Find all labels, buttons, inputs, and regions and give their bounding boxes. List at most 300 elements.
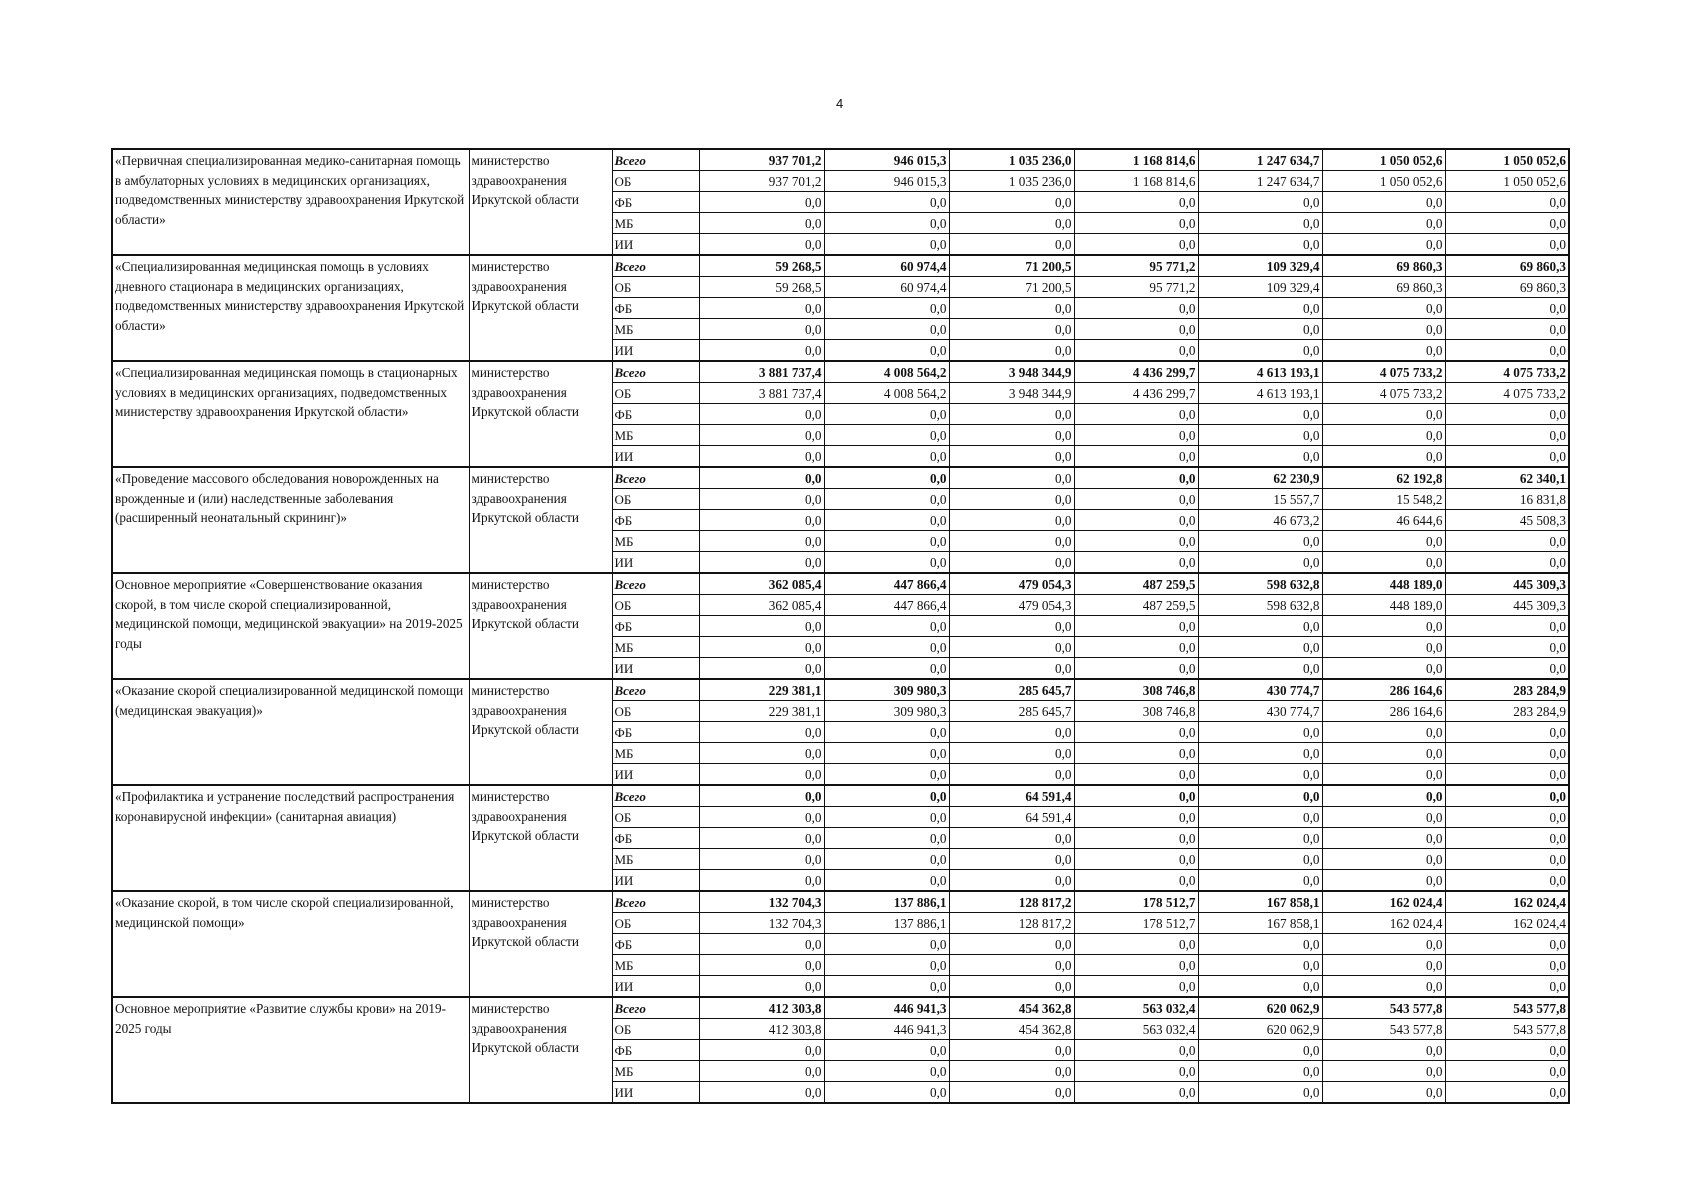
amount-cell: 620 062,9: [1198, 1019, 1322, 1040]
activity-name: «Специализированная медицинская помощь в условиях дневного стационара в медицинских организациях, подведомственных министерству здравоохранения Иркутской области»: [112, 255, 469, 361]
amount-cell: 0,0: [1445, 1040, 1569, 1061]
amount-cell: 0,0: [949, 425, 1074, 446]
amount-cell: 3 948 344,9: [949, 361, 1074, 383]
funding-source: МБ: [612, 743, 699, 764]
amount-cell: 0,0: [1445, 934, 1569, 955]
amount-cell: 1 247 634,7: [1198, 171, 1322, 192]
amount-cell: 0,0: [949, 552, 1074, 574]
amount-cell: 0,0: [1198, 955, 1322, 976]
amount-cell: 0,0: [1074, 785, 1198, 807]
amount-cell: 0,0: [1198, 637, 1322, 658]
amount-cell: 283 284,9: [1445, 679, 1569, 701]
amount-cell: 0,0: [1074, 828, 1198, 849]
table-row-total: [112, 361, 1569, 383]
amount-cell: 69 860,3: [1445, 255, 1569, 277]
amount-cell: 0,0: [824, 743, 949, 764]
amount-cell: 0,0: [949, 934, 1074, 955]
amount-cell: 95 771,2: [1074, 255, 1198, 277]
amount-cell: 0,0: [1074, 319, 1198, 340]
amount-cell: 286 164,6: [1322, 679, 1445, 701]
amount-cell: 0,0: [1198, 743, 1322, 764]
amount-cell: 0,0: [949, 531, 1074, 552]
amount-cell: 4 008 564,2: [824, 383, 949, 404]
amount-cell: 1 050 052,6: [1445, 171, 1569, 192]
funding-source: Всего: [612, 785, 699, 807]
amount-cell: 0,0: [949, 637, 1074, 658]
amount-cell: 0,0: [1445, 552, 1569, 574]
amount-cell: 132 704,3: [699, 913, 824, 934]
table-row-total: [112, 891, 1569, 913]
amount-cell: 543 577,8: [1322, 1019, 1445, 1040]
amount-cell: 0,0: [1198, 658, 1322, 680]
amount-cell: 0,0: [1322, 213, 1445, 234]
amount-cell: 0,0: [1074, 807, 1198, 828]
amount-cell: 0,0: [1198, 934, 1322, 955]
amount-cell: 0,0: [1445, 976, 1569, 998]
amount-cell: 0,0: [1198, 319, 1322, 340]
amount-cell: 309 980,3: [824, 701, 949, 722]
amount-cell: 0,0: [1198, 404, 1322, 425]
amount-cell: 0,0: [1198, 192, 1322, 213]
amount-cell: 563 032,4: [1074, 1019, 1198, 1040]
amount-cell: 0,0: [699, 510, 824, 531]
amount-cell: 0,0: [699, 446, 824, 468]
amount-cell: 946 015,3: [824, 171, 949, 192]
amount-cell: 0,0: [1445, 849, 1569, 870]
amount-cell: 0,0: [1322, 552, 1445, 574]
amount-cell: 0,0: [1445, 425, 1569, 446]
amount-cell: 0,0: [699, 976, 824, 998]
amount-cell: 0,0: [699, 785, 824, 807]
amount-cell: 0,0: [1074, 616, 1198, 637]
funding-source: ИИ: [612, 446, 699, 468]
amount-cell: 0,0: [824, 785, 949, 807]
amount-cell: 543 577,8: [1445, 997, 1569, 1019]
amount-cell: 0,0: [1322, 955, 1445, 976]
responsible-executor: министерство здравоохранения Иркутской области: [469, 997, 612, 1103]
amount-cell: 0,0: [1322, 340, 1445, 362]
amount-cell: 4 075 733,2: [1445, 383, 1569, 404]
amount-cell: 0,0: [1074, 976, 1198, 998]
amount-cell: 0,0: [699, 658, 824, 680]
amount-cell: 308 746,8: [1074, 701, 1198, 722]
amount-cell: 0,0: [1322, 743, 1445, 764]
amount-cell: 59 268,5: [699, 255, 824, 277]
amount-cell: 0,0: [1198, 340, 1322, 362]
amount-cell: 0,0: [824, 489, 949, 510]
amount-cell: 4 613 193,1: [1198, 361, 1322, 383]
funding-source: ИИ: [612, 340, 699, 362]
amount-cell: 0,0: [1074, 1040, 1198, 1061]
amount-cell: 0,0: [1445, 743, 1569, 764]
responsible-executor: министерство здравоохранения Иркутской области: [469, 149, 612, 255]
activity-name: Основное мероприятие «Развитие службы крови» на 2019-2025 годы: [112, 997, 469, 1103]
amount-cell: 479 054,3: [949, 573, 1074, 595]
table-row-total: [112, 149, 1569, 171]
amount-cell: 0,0: [1074, 870, 1198, 892]
amount-cell: 1 247 634,7: [1198, 149, 1322, 171]
amount-cell: 0,0: [699, 467, 824, 489]
amount-cell: 0,0: [1074, 1061, 1198, 1082]
table-row-total: [112, 573, 1569, 595]
amount-cell: 0,0: [1198, 870, 1322, 892]
amount-cell: 0,0: [1074, 213, 1198, 234]
amount-cell: 0,0: [949, 1040, 1074, 1061]
amount-cell: 445 309,3: [1445, 573, 1569, 595]
amount-cell: 0,0: [699, 340, 824, 362]
funding-source: ОБ: [612, 277, 699, 298]
amount-cell: 598 632,8: [1198, 573, 1322, 595]
amount-cell: 0,0: [949, 510, 1074, 531]
amount-cell: 0,0: [1074, 637, 1198, 658]
amount-cell: 454 362,8: [949, 1019, 1074, 1040]
amount-cell: 162 024,4: [1445, 913, 1569, 934]
funding-source: ИИ: [612, 870, 699, 892]
funding-source: ФБ: [612, 510, 699, 531]
amount-cell: 45 508,3: [1445, 510, 1569, 531]
amount-cell: 598 632,8: [1198, 595, 1322, 616]
amount-cell: 128 817,2: [949, 891, 1074, 913]
amount-cell: 0,0: [1074, 552, 1198, 574]
amount-cell: 0,0: [699, 807, 824, 828]
amount-cell: 543 577,8: [1322, 997, 1445, 1019]
amount-cell: 4 008 564,2: [824, 361, 949, 383]
funding-source: ФБ: [612, 828, 699, 849]
amount-cell: 446 941,3: [824, 997, 949, 1019]
amount-cell: 0,0: [1322, 764, 1445, 786]
amount-cell: 0,0: [1074, 743, 1198, 764]
funding-source: МБ: [612, 849, 699, 870]
amount-cell: 0,0: [1445, 298, 1569, 319]
amount-cell: 0,0: [949, 467, 1074, 489]
funding-source: МБ: [612, 319, 699, 340]
amount-cell: 0,0: [699, 298, 824, 319]
amount-cell: 0,0: [1322, 785, 1445, 807]
amount-cell: 0,0: [949, 298, 1074, 319]
amount-cell: 0,0: [1198, 764, 1322, 786]
amount-cell: 0,0: [699, 849, 824, 870]
amount-cell: 46 644,6: [1322, 510, 1445, 531]
amount-cell: 0,0: [1198, 1082, 1322, 1104]
amount-cell: 0,0: [949, 743, 1074, 764]
amount-cell: 0,0: [949, 404, 1074, 425]
activity-name: «Первичная специализированная медико-санитарная помощь в амбулаторных условиях в медицинских организациях, подведомственных министерству здравоохранения Иркутской области»: [112, 149, 469, 255]
amount-cell: 0,0: [699, 1061, 824, 1082]
funding-source: Всего: [612, 467, 699, 489]
funding-source: ФБ: [612, 1040, 699, 1061]
amount-cell: 95 771,2: [1074, 277, 1198, 298]
funding-source: ИИ: [612, 1082, 699, 1104]
amount-cell: 0,0: [699, 955, 824, 976]
amount-cell: 454 362,8: [949, 997, 1074, 1019]
amount-cell: 167 858,1: [1198, 891, 1322, 913]
amount-cell: 0,0: [1322, 319, 1445, 340]
amount-cell: 62 340,1: [1445, 467, 1569, 489]
amount-cell: 0,0: [1198, 1040, 1322, 1061]
amount-cell: 15 557,7: [1198, 489, 1322, 510]
amount-cell: 0,0: [699, 489, 824, 510]
funding-source: Всего: [612, 573, 699, 595]
amount-cell: 0,0: [949, 849, 1074, 870]
amount-cell: 1 050 052,6: [1322, 171, 1445, 192]
amount-cell: 0,0: [949, 1061, 1074, 1082]
amount-cell: 64 591,4: [949, 785, 1074, 807]
amount-cell: 1 050 052,6: [1322, 149, 1445, 171]
amount-cell: 563 032,4: [1074, 997, 1198, 1019]
amount-cell: 0,0: [1074, 446, 1198, 468]
amount-cell: 3 948 344,9: [949, 383, 1074, 404]
amount-cell: 162 024,4: [1322, 913, 1445, 934]
table-row-total: [112, 997, 1569, 1019]
amount-cell: 0,0: [949, 1082, 1074, 1104]
page-number: 4: [836, 96, 844, 111]
amount-cell: 430 774,7: [1198, 701, 1322, 722]
amount-cell: 479 054,3: [949, 595, 1074, 616]
amount-cell: 3 881 737,4: [699, 383, 824, 404]
amount-cell: 0,0: [1322, 870, 1445, 892]
funding-source: ФБ: [612, 616, 699, 637]
amount-cell: 487 259,5: [1074, 573, 1198, 595]
funding-source: ОБ: [612, 171, 699, 192]
amount-cell: 46 673,2: [1198, 510, 1322, 531]
amount-cell: 0,0: [1074, 1082, 1198, 1104]
amount-cell: 0,0: [824, 192, 949, 213]
responsible-executor: министерство здравоохранения Иркутской области: [469, 785, 612, 891]
activity-name: «Специализированная медицинская помощь в стационарных условиях в медицинских организациях, подведомственных министерству здравоохранения Иркутской области»: [112, 361, 469, 467]
amount-cell: 0,0: [824, 531, 949, 552]
amount-cell: 0,0: [1445, 404, 1569, 425]
amount-cell: 0,0: [1322, 531, 1445, 552]
amount-cell: 1 168 814,6: [1074, 149, 1198, 171]
amount-cell: 446 941,3: [824, 1019, 949, 1040]
amount-cell: 0,0: [699, 319, 824, 340]
amount-cell: 60 974,4: [824, 255, 949, 277]
amount-cell: 0,0: [699, 234, 824, 256]
funding-source: ФБ: [612, 192, 699, 213]
amount-cell: 4 436 299,7: [1074, 361, 1198, 383]
amount-cell: 0,0: [824, 722, 949, 743]
amount-cell: 412 303,8: [699, 1019, 824, 1040]
amount-cell: 0,0: [824, 934, 949, 955]
amount-cell: 0,0: [1445, 319, 1569, 340]
funding-source: МБ: [612, 531, 699, 552]
amount-cell: 0,0: [949, 340, 1074, 362]
amount-cell: 229 381,1: [699, 701, 824, 722]
amount-cell: 229 381,1: [699, 679, 824, 701]
amount-cell: 0,0: [824, 637, 949, 658]
budget-table: [111, 148, 1570, 1104]
amount-cell: 0,0: [1322, 1061, 1445, 1082]
funding-source: МБ: [612, 955, 699, 976]
amount-cell: 0,0: [699, 213, 824, 234]
amount-cell: 0,0: [1322, 446, 1445, 468]
amount-cell: 0,0: [1322, 934, 1445, 955]
amount-cell: 0,0: [1445, 807, 1569, 828]
amount-cell: 0,0: [949, 870, 1074, 892]
responsible-executor: министерство здравоохранения Иркутской области: [469, 361, 612, 467]
amount-cell: 620 062,9: [1198, 997, 1322, 1019]
funding-source: Всего: [612, 361, 699, 383]
amount-cell: 0,0: [824, 319, 949, 340]
amount-cell: 0,0: [1445, 340, 1569, 362]
amount-cell: 0,0: [1198, 298, 1322, 319]
amount-cell: 69 860,3: [1322, 255, 1445, 277]
amount-cell: 1 050 052,6: [1445, 149, 1569, 171]
amount-cell: 3 881 737,4: [699, 361, 824, 383]
amount-cell: 0,0: [824, 807, 949, 828]
amount-cell: 0,0: [1074, 531, 1198, 552]
amount-cell: 0,0: [1445, 616, 1569, 637]
amount-cell: 543 577,8: [1445, 1019, 1569, 1040]
amount-cell: 412 303,8: [699, 997, 824, 1019]
amount-cell: 4 075 733,2: [1445, 361, 1569, 383]
amount-cell: 4 613 193,1: [1198, 383, 1322, 404]
funding-source: Всего: [612, 255, 699, 277]
amount-cell: 0,0: [1322, 976, 1445, 998]
amount-cell: 0,0: [1322, 637, 1445, 658]
amount-cell: 0,0: [824, 870, 949, 892]
amount-cell: 937 701,2: [699, 149, 824, 171]
funding-source: ОБ: [612, 807, 699, 828]
amount-cell: 59 268,5: [699, 277, 824, 298]
amount-cell: 0,0: [1198, 807, 1322, 828]
amount-cell: 0,0: [1198, 552, 1322, 574]
table-row-total: [112, 785, 1569, 807]
amount-cell: 0,0: [1074, 298, 1198, 319]
amount-cell: 109 329,4: [1198, 255, 1322, 277]
amount-cell: 0,0: [949, 234, 1074, 256]
funding-source: ОБ: [612, 701, 699, 722]
amount-cell: 4 075 733,2: [1322, 383, 1445, 404]
amount-cell: 137 886,1: [824, 891, 949, 913]
amount-cell: 0,0: [824, 1082, 949, 1104]
amount-cell: 4 075 733,2: [1322, 361, 1445, 383]
responsible-executor: министерство здравоохранения Иркутской области: [469, 573, 612, 679]
funding-source: ИИ: [612, 552, 699, 574]
funding-source: ИИ: [612, 658, 699, 680]
funding-source: МБ: [612, 213, 699, 234]
amount-cell: 0,0: [1322, 234, 1445, 256]
responsible-executor: министерство здравоохранения Иркутской области: [469, 679, 612, 785]
amount-cell: 1 168 814,6: [1074, 171, 1198, 192]
amount-cell: 0,0: [824, 828, 949, 849]
funding-source: ИИ: [612, 234, 699, 256]
amount-cell: 0,0: [1198, 446, 1322, 468]
amount-cell: 0,0: [949, 722, 1074, 743]
amount-cell: 69 860,3: [1445, 277, 1569, 298]
amount-cell: 0,0: [949, 319, 1074, 340]
amount-cell: 0,0: [949, 658, 1074, 680]
amount-cell: 128 817,2: [949, 913, 1074, 934]
amount-cell: 0,0: [824, 213, 949, 234]
amount-cell: 0,0: [1322, 722, 1445, 743]
amount-cell: 71 200,5: [949, 277, 1074, 298]
amount-cell: 16 831,8: [1445, 489, 1569, 510]
amount-cell: 0,0: [824, 658, 949, 680]
amount-cell: 0,0: [949, 489, 1074, 510]
amount-cell: 0,0: [824, 1040, 949, 1061]
amount-cell: 0,0: [1074, 934, 1198, 955]
amount-cell: 0,0: [824, 955, 949, 976]
table-row-total: [112, 467, 1569, 489]
activity-name: «Профилактика и устранение последствий распространения коронавирусной инфекции» (санитарная авиация): [112, 785, 469, 891]
amount-cell: 0,0: [949, 446, 1074, 468]
funding-source: Всего: [612, 679, 699, 701]
amount-cell: 109 329,4: [1198, 277, 1322, 298]
amount-cell: 0,0: [824, 467, 949, 489]
amount-cell: 162 024,4: [1322, 891, 1445, 913]
amount-cell: 0,0: [699, 764, 824, 786]
amount-cell: 0,0: [1198, 1061, 1322, 1082]
amount-cell: 430 774,7: [1198, 679, 1322, 701]
amount-cell: 0,0: [1074, 404, 1198, 425]
responsible-executor: министерство здравоохранения Иркутской области: [469, 255, 612, 361]
funding-source: ОБ: [612, 383, 699, 404]
amount-cell: 0,0: [1445, 446, 1569, 468]
amount-cell: 0,0: [1445, 531, 1569, 552]
amount-cell: 0,0: [699, 404, 824, 425]
amount-cell: 447 866,4: [824, 595, 949, 616]
amount-cell: 285 645,7: [949, 701, 1074, 722]
amount-cell: 0,0: [1445, 870, 1569, 892]
amount-cell: 62 192,8: [1322, 467, 1445, 489]
amount-cell: 0,0: [699, 722, 824, 743]
amount-cell: 0,0: [824, 849, 949, 870]
funding-source: Всего: [612, 149, 699, 171]
amount-cell: 0,0: [1322, 807, 1445, 828]
amount-cell: 0,0: [1322, 404, 1445, 425]
amount-cell: 487 259,5: [1074, 595, 1198, 616]
amount-cell: 0,0: [1074, 849, 1198, 870]
amount-cell: 0,0: [699, 1040, 824, 1061]
amount-cell: 0,0: [1198, 722, 1322, 743]
amount-cell: 937 701,2: [699, 171, 824, 192]
amount-cell: 0,0: [1074, 340, 1198, 362]
amount-cell: 283 284,9: [1445, 701, 1569, 722]
amount-cell: 0,0: [1198, 828, 1322, 849]
responsible-executor: министерство здравоохранения Иркутской области: [469, 467, 612, 573]
amount-cell: 137 886,1: [824, 913, 949, 934]
amount-cell: 64 591,4: [949, 807, 1074, 828]
amount-cell: 0,0: [824, 976, 949, 998]
amount-cell: 309 980,3: [824, 679, 949, 701]
amount-cell: 946 015,3: [824, 149, 949, 171]
amount-cell: 0,0: [1074, 192, 1198, 213]
amount-cell: 15 548,2: [1322, 489, 1445, 510]
amount-cell: 4 436 299,7: [1074, 383, 1198, 404]
amount-cell: 62 230,9: [1198, 467, 1322, 489]
amount-cell: 0,0: [1445, 213, 1569, 234]
amount-cell: 0,0: [1074, 234, 1198, 256]
amount-cell: 0,0: [699, 192, 824, 213]
amount-cell: 0,0: [824, 446, 949, 468]
amount-cell: 0,0: [1198, 785, 1322, 807]
funding-source: МБ: [612, 425, 699, 446]
amount-cell: 0,0: [1074, 467, 1198, 489]
amount-cell: 0,0: [824, 764, 949, 786]
amount-cell: 0,0: [1445, 1082, 1569, 1104]
amount-cell: 0,0: [1074, 722, 1198, 743]
funding-source: ФБ: [612, 934, 699, 955]
amount-cell: 0,0: [699, 743, 824, 764]
funding-source: ИИ: [612, 976, 699, 998]
funding-source: ФБ: [612, 404, 699, 425]
table-row-total: [112, 255, 1569, 277]
amount-cell: 0,0: [1445, 828, 1569, 849]
amount-cell: 0,0: [1198, 616, 1322, 637]
amount-cell: 0,0: [1198, 531, 1322, 552]
amount-cell: 0,0: [824, 1061, 949, 1082]
